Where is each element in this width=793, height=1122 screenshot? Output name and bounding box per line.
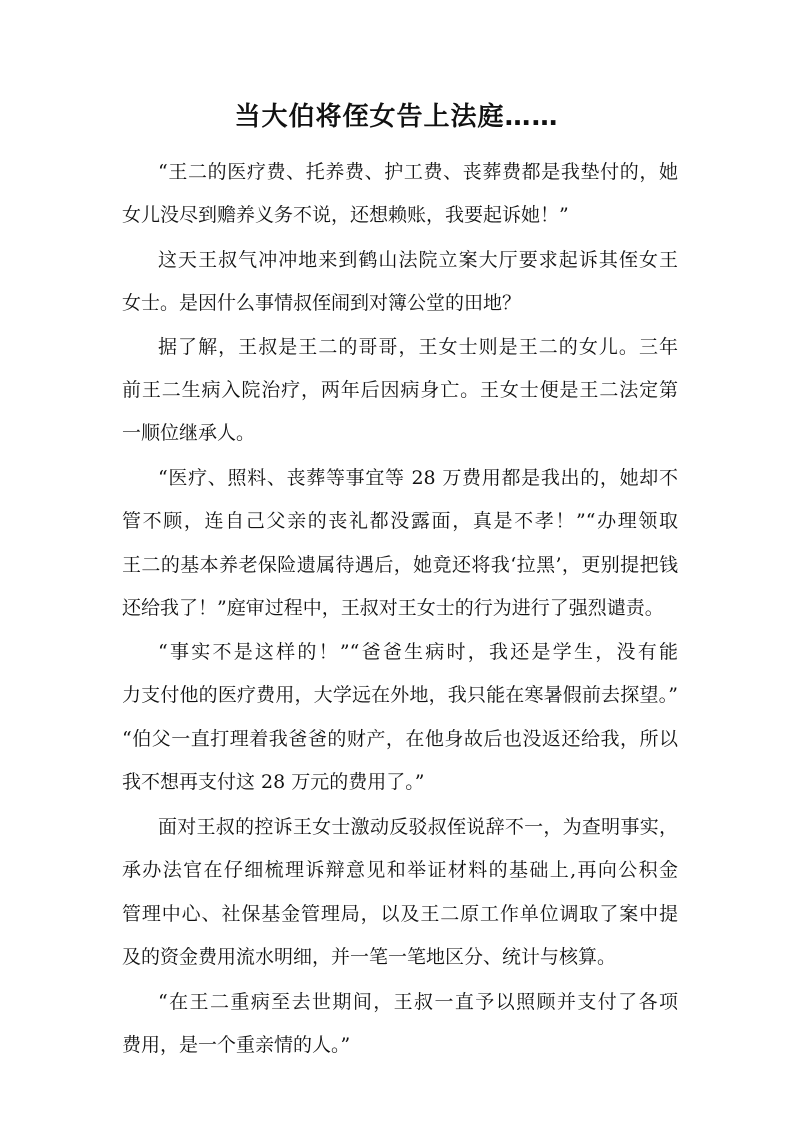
- paragraph-7-line-1: “在王二重病至去世期间，王叔一直予以照顾并支付了各项: [158, 991, 678, 1013]
- paragraph-5-line-1: “事实不是这样的！”“爸爸生病时，我还是学生，没有能: [158, 641, 678, 663]
- paragraph-2-line-2: 女士。是因什么事情叔侄闹到对簿公堂的田地？: [122, 292, 522, 314]
- paragraph-4-line-3: 王二的基本养老保险遗属待遇后，她竟还将我‘拉黑’，更别提把钱: [122, 554, 678, 576]
- paragraph-2-line-1: 这天王叔气冲冲地来到鹤山法院立案大厅要求起诉其侄女王: [158, 249, 678, 271]
- paragraph-1-line-1: “王二的医疗费、托养费、护工费、丧葬费都是我垫付的，她: [158, 161, 678, 183]
- paragraph-6-line-2: 承办法官在仔细梳理诉辩意见和举证材料的基础上,再向公积金: [122, 859, 678, 881]
- paragraph-3-line-2: 前王二生病入院治疗，两年后因病身亡。王女士便是王二法定第: [122, 379, 678, 401]
- paragraph-4-line-4: 还给我了！”庭审过程中，王叔对王女士的行为进行了强烈谴责。: [122, 597, 664, 619]
- paragraph-5-line-2: 力支付他的医疗费用，大学远在外地，我只能在寒暑假前去探望。”: [122, 684, 678, 706]
- paragraph-6-line-1: 面对王叔的控诉王女士激动反驳叔侄说辞不一，为查明事实，: [158, 816, 678, 838]
- paragraph-5-line-3: “伯父一直打理着我爸爸的财产，在他身故后也没返还给我，所以: [122, 728, 678, 750]
- paragraph-6-line-3: 管理中心、社保基金管理局，以及王二原工作单位调取了案中提: [122, 903, 678, 925]
- paragraph-4-line-2: 管不顾，连自己父亲的丧礼都没露面，真是不孝！”“办理领取: [122, 510, 678, 532]
- paragraph-6-line-4: 及的资金费用流水明细，并一笔一笔地区分、统计与核算。: [122, 946, 617, 968]
- paragraph-1-line-2: 女儿没尽到赡养义务不说，还想赖账，我要起诉她！”: [122, 204, 569, 226]
- paragraph-5-line-4: 我不想再支付这 28 万元的费用了。”: [122, 771, 425, 793]
- paragraph-4-line-1: “医疗、照料、丧葬等事宜等 28 万费用都是我出的，她却不: [158, 467, 678, 489]
- paragraph-3-line-3: 一顺位继承人。: [122, 422, 256, 444]
- document-title: 当大伯将侄女告上法庭……: [234, 102, 559, 132]
- paragraph-3-line-1: 据了解，王叔是王二的哥哥，王女士则是王二的女儿。三年: [158, 336, 678, 358]
- paragraph-7-line-2: 费用，是一个重亲情的人。”: [122, 1034, 351, 1056]
